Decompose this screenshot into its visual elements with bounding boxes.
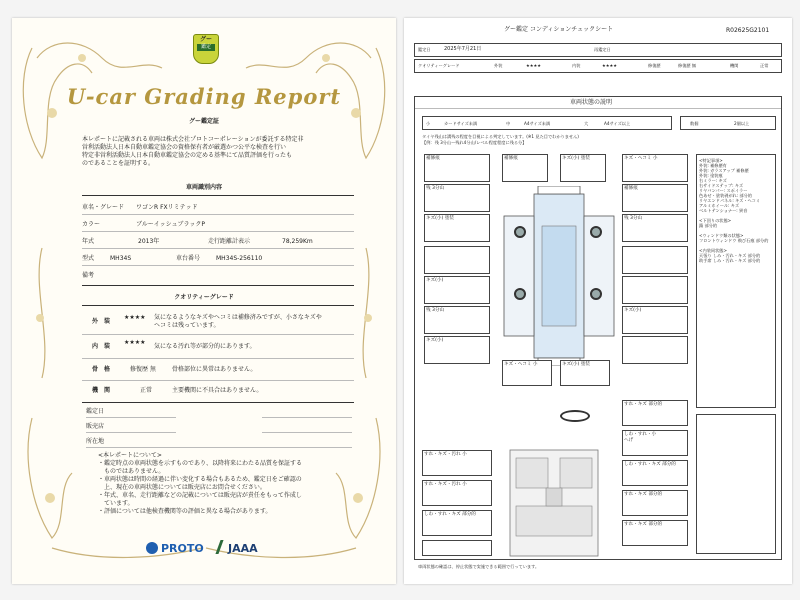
type-value: MH34S	[110, 255, 132, 262]
tire-note: タイヤ残山は溝残の程度を目視による判定しています。(※1 見た目でわかりません)	[422, 134, 579, 139]
chassis-value: MH34S-256110	[216, 255, 263, 262]
ext-label: 補修痕	[504, 156, 518, 161]
notice-line: ・鑑定時点の車両状態を示すものであり、以降将来にわたる品質を保証する	[98, 460, 303, 467]
size-small-value: カードサイズ未満	[444, 121, 478, 126]
interior-note-item: 助手席 しみ・汚れ・キズ 部分的	[699, 258, 761, 263]
interior-notes-title: <内装同状態>	[699, 248, 727, 253]
ext-label: 補修痕	[624, 186, 638, 191]
ext-label: 残 3分山	[426, 308, 445, 313]
wheel-icon	[514, 226, 526, 238]
chassis-label: 車台番号	[176, 255, 201, 262]
quality-label: クオリティーグレード	[418, 63, 460, 68]
notice-line: ・車両状態は時間の経過に伴い変化する場合もあるため、鑑定日をご確認の	[98, 476, 302, 483]
count-value: 2個以上	[734, 121, 750, 126]
proto-logo-text: PROTO	[161, 542, 204, 555]
type-label: 型式	[82, 255, 95, 262]
notes-title: <特記事項>	[699, 158, 723, 163]
jaaa-logo-text: JAAA	[228, 542, 258, 555]
frame-desc: 骨格部位に異常はありません。	[172, 366, 257, 373]
engine-header-value: 正常	[760, 63, 769, 68]
count-label: 数個	[690, 121, 699, 126]
window-title: <ウィンドウ類の状態>	[699, 233, 744, 238]
note-item: リヤバンパー: スポイラー	[699, 188, 748, 193]
quality-title: クオリティーグレード	[174, 294, 234, 301]
int-label: すれ・キズ・汚れ 小	[424, 482, 467, 487]
engine-value: 正常	[140, 387, 153, 394]
date-label: 鑑定日	[418, 47, 431, 52]
intro-line: 営利活動法人日本自動車鑑定協会の資格保有者が厳選かつ公平な検査を行い	[82, 144, 287, 151]
frame-value: 修復歴 無	[130, 366, 156, 373]
notes-panel-lower	[696, 414, 776, 554]
exterior-stars: ★★★★	[124, 314, 146, 321]
note-item: アルミホイール: キズ	[699, 203, 740, 208]
ext-label: 補修痕	[426, 156, 440, 161]
ext-label: キズ(小) 塗装	[562, 156, 590, 161]
size-small-key: 小	[426, 121, 431, 126]
badge-line2: 鑑定	[197, 44, 215, 51]
doc-title: グー鑑定 コンディションチェックシート	[504, 26, 614, 33]
repair-header-label: 修復歴	[648, 63, 661, 68]
condition-check-sheet	[404, 18, 792, 584]
interior-desc: 気になる汚れ等が部分的にあります。	[154, 343, 256, 350]
int-label: すれ・キズ 部分的	[624, 522, 663, 527]
date-value: 2025年7月21日	[444, 46, 482, 52]
size-large-value: A4サイズ以上	[604, 121, 631, 126]
mileage-value: 78,259Km	[282, 238, 313, 245]
example-note: 【例：残 3分山～残れ4分山/レベル程度程度に残る分】	[422, 140, 527, 145]
size-large-key: 大	[584, 121, 589, 126]
note-item: リヤエンドパネル: キズ・ヘコミ	[699, 198, 761, 203]
under-item: 錆 部分的	[699, 223, 718, 228]
int-label: すれ・キズ・汚れ 小	[424, 452, 467, 457]
note-item: 右サイドステップ: キズ	[699, 183, 744, 188]
year-value: 2013年	[138, 238, 160, 245]
sign-dealer-label: 販売店	[86, 423, 105, 430]
notice-line: ています。	[98, 500, 134, 507]
notice-line: ・評価については他検査機関等の評価と異なる場合があります。	[98, 508, 272, 515]
color-label: カラー	[82, 221, 101, 228]
interior-stars: ★★★★	[124, 339, 146, 346]
state-title: 車両状態の説明	[570, 99, 613, 106]
size-mid-key: 中	[506, 121, 511, 126]
int-label: しわ・すれ・キズ 部分的	[624, 462, 676, 467]
interior-label: 内 装	[92, 343, 111, 350]
exterior-header-label: 外装	[494, 63, 503, 68]
intro-line: 特定非営利活動法人日本自動車鑑定協会の定める基準にて品質評価を行ったも	[82, 152, 293, 159]
ext-label: キズ(小) 塗装	[562, 362, 590, 367]
ext-label: キズ(小)	[624, 308, 642, 313]
exterior-desc: 気になるようなキズやヘコミは補修済みですが、小さなキズや	[154, 314, 322, 321]
grading-report-sheet	[12, 18, 396, 584]
ext-label: キズ(小)	[426, 338, 444, 343]
report-title: U-car Grading Report	[66, 84, 342, 109]
under-title: <下回りの状態>	[699, 218, 732, 223]
repair-header-value: 修復歴 無	[678, 63, 697, 68]
notes-label: 備考	[82, 272, 95, 279]
note-item: ベルトテンショナー: 異音	[699, 208, 748, 213]
year-label: 年式	[82, 238, 95, 245]
doc-id: R02625G2101	[726, 27, 770, 34]
engine-header-label: 機関	[730, 63, 739, 68]
ext-label: キズ・ヘコミ 小	[624, 156, 658, 161]
report-subtitle: グー鑑定証	[188, 118, 219, 125]
notice-block	[98, 452, 302, 516]
int-label: へげ	[624, 438, 634, 443]
reinspect-label: 再鑑定日	[594, 47, 611, 52]
int-label: しわ・すれ・小	[624, 432, 657, 437]
sign-date-label: 鑑定日	[86, 408, 105, 415]
badge-line1: グー	[199, 36, 212, 43]
sign-address-label: 所在地	[86, 438, 105, 445]
int-label: すれ・キズ 部分的	[624, 492, 663, 497]
exterior-label: 外 装	[92, 318, 111, 325]
frame-label: 骨 格	[92, 366, 111, 373]
size-mid-value: A4サイズ未満	[524, 121, 551, 126]
model-value: ワゴンR FXリミテッド	[136, 204, 198, 211]
exterior-header-value: ★★★★	[526, 63, 542, 68]
window-item: フロントウィンドウ 飛び石痕 部分的	[699, 238, 769, 243]
mileage-label: 走行距離計表示	[208, 238, 251, 245]
note-item: 右ミラー: キズ	[699, 178, 727, 183]
engine-label: 機 関	[92, 387, 111, 394]
car-exterior-diagram	[496, 186, 622, 366]
steering-wheel-icon	[560, 410, 590, 422]
intro-text	[82, 136, 304, 168]
vehicle-section-title: 車両識別内容	[185, 184, 222, 191]
int-label: しわ・すれ・キズ 部分的	[424, 512, 476, 517]
note-item: 外装: ガラスアップ 補修歴	[699, 168, 749, 173]
footer-note: 車両状態の確認は、停止状態で実施できる範囲で行っています。	[418, 564, 540, 569]
notice-line: 上、現在の車両状態については販売店にお問合せください。	[98, 484, 266, 491]
interior-header-label: 内装	[572, 63, 581, 68]
notice-title: <本レポートについて>	[98, 452, 162, 459]
notice-line: ものではありません。	[98, 468, 165, 475]
interior-note-item: 天張り しみ・汚れ・キズ 部分的	[699, 253, 761, 258]
ext-label: キズ(小) 塗装	[426, 216, 454, 221]
ext-label: キズ・ヘコミ 小	[504, 362, 538, 367]
model-label: 車名・グレード	[82, 204, 125, 211]
exterior-desc2: ヘコミは残っています。	[154, 322, 220, 329]
goo-badge-icon	[193, 34, 219, 64]
notice-line: ・年式、車名、走行距離などの記載については販売店が責任をもって作成し	[98, 492, 302, 499]
wheel-icon	[514, 288, 526, 300]
proto-logo-icon	[146, 542, 158, 554]
note-item: 外装: 補修歴有	[699, 163, 727, 168]
wheel-icon	[590, 288, 602, 300]
ext-label: 残 3分山	[624, 216, 643, 221]
color-value: ブルーイッシュブラックP	[136, 221, 206, 228]
header-quality-row	[414, 59, 782, 73]
ext-label: 残 3分山	[426, 186, 445, 191]
ext-label: キズ(小)	[426, 278, 444, 283]
intro-line: のであることを証明する。	[82, 160, 155, 167]
wheel-icon	[590, 226, 602, 238]
intro-line: 本レポートに記載される車両は株式会社プロトコーポレーションが委託する特定非	[82, 136, 304, 143]
note-item: 外装: 塗装痕	[699, 173, 723, 178]
note-item: 色あせ・塗装剥がれ: 部分的	[699, 193, 752, 198]
int-label: すれ・キズ 部分的	[624, 402, 663, 407]
interior-header-value: ★★★★	[602, 63, 618, 68]
car-interior-diagram	[506, 448, 602, 558]
notes-list	[699, 158, 768, 263]
engine-desc: 主要機関に不具合はありません。	[172, 387, 263, 394]
